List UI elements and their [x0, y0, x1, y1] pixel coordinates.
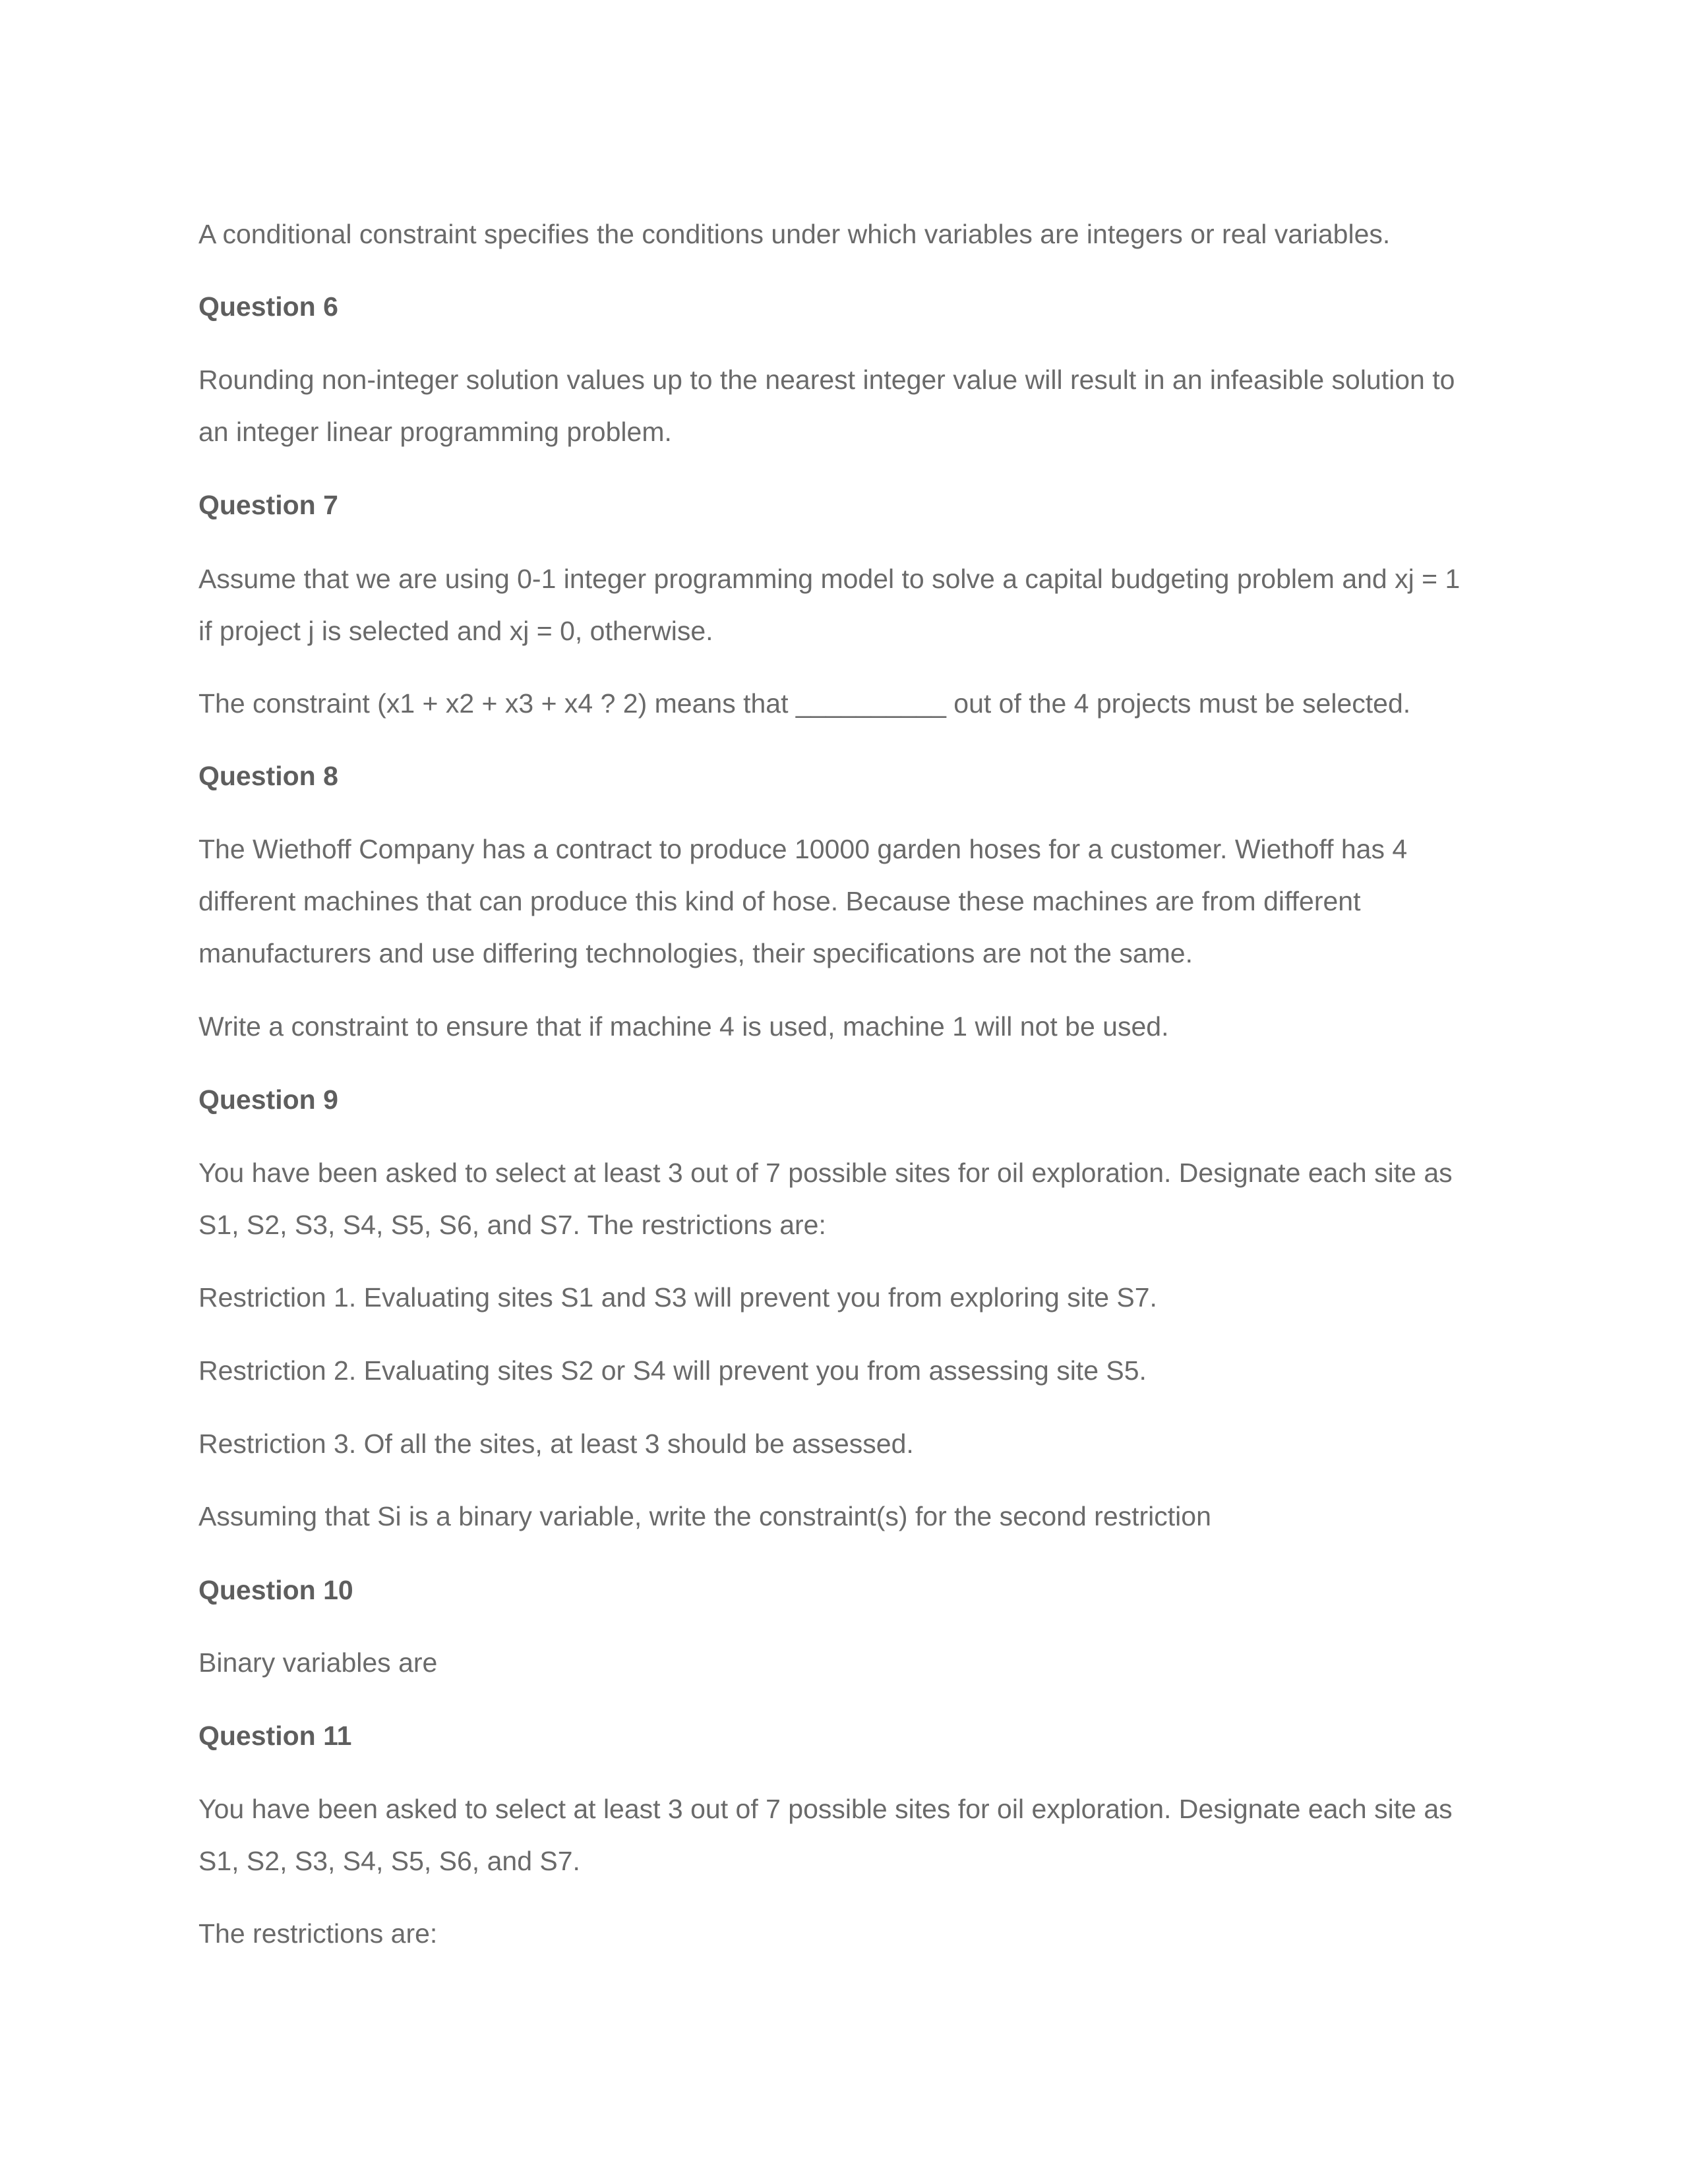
text-line: Assume that we are using 0-1 integer programming model to solve a capital budgeting problem and xj = 1: [198, 564, 1461, 594]
text-line: A conditional constraint specifies the conditions under which variables are integers or real variables.: [198, 219, 1391, 249]
text-line: Rounding non-integer solution values up to the nearest integer value will result in an infeasible solution to: [198, 365, 1455, 395]
text-line: Restriction 2. Evaluating sites S2 or S4 will prevent you from assessing site S5.: [198, 1355, 1147, 1386]
question-heading: Question 6: [198, 291, 338, 322]
question-heading: Question 11: [198, 1721, 352, 1751]
text-line: The Wiethoff Company has a contract to produce 10000 garden hoses for a customer. Wiethoff has 4: [198, 834, 1408, 864]
text-line: manufacturers and use differing technologies, their specifications are not the same.: [198, 938, 1193, 968]
text-line: You have been asked to select at least 3 out of 7 possible sites for oil exploration. Designate each site as: [198, 1794, 1453, 1824]
text-line: S1, S2, S3, S4, S5, S6, and S7.: [198, 1846, 580, 1876]
question-heading: Question 8: [198, 761, 338, 791]
text-line: Assuming that Si is a binary variable, write the constraint(s) for the second restriction: [198, 1501, 1211, 1531]
text-line: S1, S2, S3, S4, S5, S6, and S7. The restrictions are:: [198, 1210, 826, 1240]
text-line: You have been asked to select at least 3 out of 7 possible sites for oil exploration. Designate each site as: [198, 1158, 1453, 1188]
question-heading: Question 9: [198, 1084, 338, 1115]
text-line: The restrictions are:: [198, 1918, 438, 1949]
text-line: Binary variables are: [198, 1647, 438, 1678]
text-line: an integer linear programming problem.: [198, 417, 672, 447]
text-line: different machines that can produce this kind of hose. Because these machines are from different: [198, 886, 1361, 916]
text-line: if project j is selected and xj = 0, otherwise.: [198, 616, 713, 646]
text-line: Write a constraint to ensure that if machine 4 is used, machine 1 will not be used.: [198, 1011, 1169, 1042]
question-heading: Question 10: [198, 1575, 353, 1605]
text-line: The constraint (x1 + x2 + x3 + x4 ? 2) means that __________ out of the 4 projects must be selected.: [198, 688, 1411, 719]
text-line: Restriction 1. Evaluating sites S1 and S3 will prevent you from exploring site S7.: [198, 1282, 1157, 1313]
text-line: Restriction 3. Of all the sites, at least 3 should be assessed.: [198, 1429, 914, 1459]
question-heading: Question 7: [198, 490, 338, 520]
